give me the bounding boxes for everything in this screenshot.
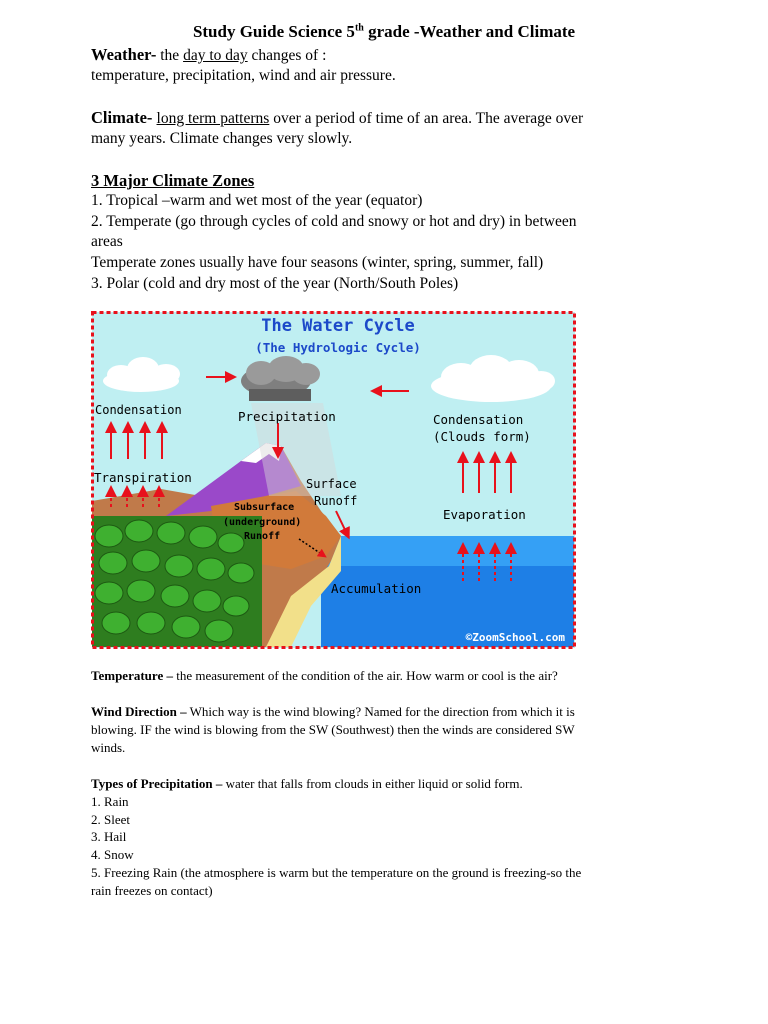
label-evaporation: Evaporation xyxy=(443,507,526,522)
zone-item: Temperate zones usually have four seasons (winter, spring, summer, fall) xyxy=(91,254,544,271)
forest xyxy=(92,516,262,647)
label-runoff: Runoff xyxy=(314,494,358,508)
water-cycle-diagram xyxy=(91,311,576,649)
zone-item: areas xyxy=(91,233,123,250)
label-transpiration: Transpiration xyxy=(94,470,192,485)
wind-definition-line2: blowing. IF the wind is blowing from the SW (Southwest) then the winds are considered SW xyxy=(91,722,575,737)
precipitation-definition: Types of Precipitation – water that falls from clouds in either liquid or solid form. xyxy=(91,776,523,791)
label-clouds-form: (Clouds form) xyxy=(433,429,531,444)
diagram-title: The Water Cycle xyxy=(261,316,415,336)
precip-item: 5. Freezing Rain (the atmosphere is warm but the temperature on the ground is freezing-so the xyxy=(91,865,582,880)
label-underground: (underground) xyxy=(223,517,302,528)
label-precipitation: Precipitation xyxy=(238,409,336,424)
weather-definition: Weather- the day to day changes of : xyxy=(91,45,327,64)
climate-definition-line2: many years. Climate changes very slowly. xyxy=(91,130,353,147)
precip-item: rain freezes on contact) xyxy=(91,883,213,898)
page-title: Study Guide Science 5th grade -Weather and Climate xyxy=(192,22,576,41)
temperature-definition: Temperature – the measurement of the condition of the air. How warm or cool is the air? xyxy=(91,668,558,683)
label-condensation-left: Condensation xyxy=(95,403,182,417)
diagram-credit: ©ZoomSchool.com xyxy=(465,631,565,644)
zone-item: 3. Polar (cold and dry most of the year (North/South Poles) xyxy=(91,275,459,292)
weather-definition-line2: temperature, precipitation, wind and air pressure. xyxy=(91,67,396,84)
label-subsurface-runoff: Runoff xyxy=(244,531,281,542)
climate-zones-heading: 3 Major Climate Zones xyxy=(91,171,255,190)
wind-definition: Wind Direction – Which way is the wind blowing? Named for the direction from which it is xyxy=(91,704,575,719)
zone-item: 1. Tropical –warm and wet most of the year (equator) xyxy=(91,192,423,209)
diagram-subtitle: (The Hydrologic Cycle) xyxy=(255,340,421,355)
precip-item: 2. Sleet xyxy=(91,812,130,827)
label-surface: Surface xyxy=(306,477,357,491)
precip-item: 3. Hail xyxy=(91,829,127,844)
wind-definition-line3: winds. xyxy=(91,740,126,755)
climate-definition: Climate- long term patterns over a period of time of an area. The average over xyxy=(91,108,584,127)
precip-item: 1. Rain xyxy=(91,794,129,809)
label-accumulation: Accumulation xyxy=(331,581,422,596)
precip-item: 4. Snow xyxy=(91,847,134,862)
label-subsurface: Subsurface xyxy=(234,502,295,513)
zone-item: 2. Temperate (go through cycles of cold and snowy or hot and dry) in between xyxy=(91,213,577,230)
label-condensation-right: Condensation xyxy=(433,412,524,427)
